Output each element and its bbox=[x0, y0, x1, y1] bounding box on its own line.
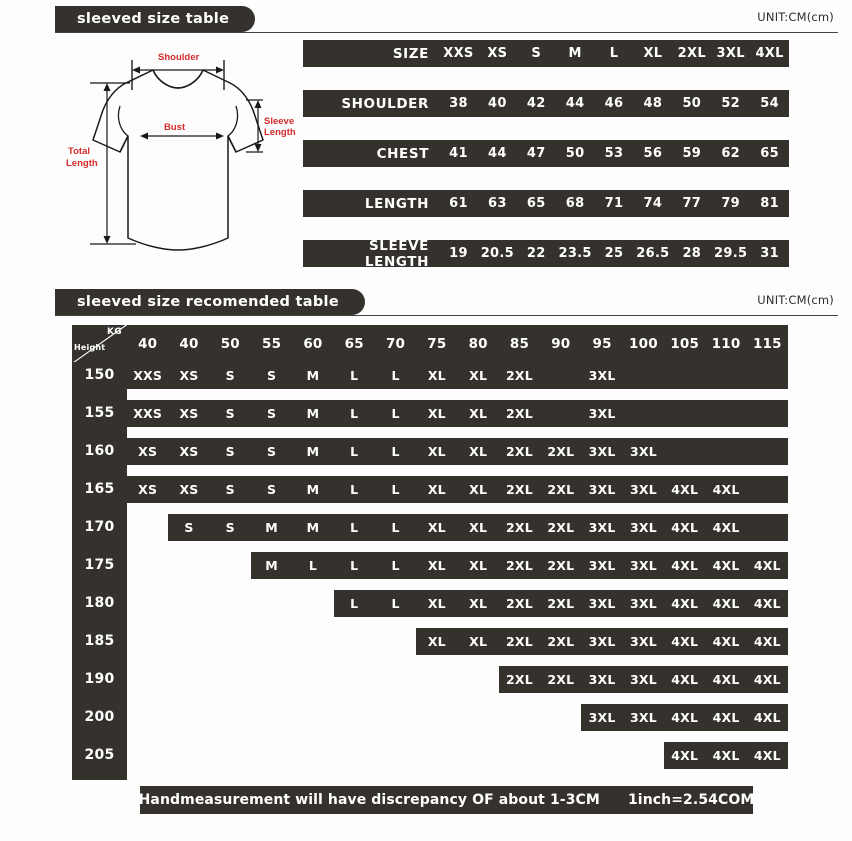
height-label: 205 bbox=[84, 747, 115, 763]
table-row bbox=[303, 90, 789, 117]
weight-col-header: 95 bbox=[592, 335, 612, 352]
table-cell: S bbox=[184, 520, 194, 535]
table-cell: 63 bbox=[487, 196, 507, 211]
table-cell: 3XL bbox=[588, 520, 616, 535]
table-cell: 4XL bbox=[671, 482, 699, 497]
row-bar bbox=[334, 590, 788, 617]
row-bar bbox=[168, 514, 788, 541]
table-cell: 3XL bbox=[629, 596, 657, 611]
size-col-header: XXS bbox=[443, 46, 474, 61]
table-cell: L bbox=[350, 520, 359, 535]
table-cell: S bbox=[266, 406, 277, 421]
table-row bbox=[127, 628, 788, 655]
table-cell: 62 bbox=[721, 146, 741, 161]
table-cell: L bbox=[391, 482, 400, 497]
size-table-header-row bbox=[303, 40, 789, 67]
section1-title: sleeved size table bbox=[77, 11, 230, 27]
table-cell: 40 bbox=[487, 96, 507, 111]
height-label: 170 bbox=[84, 519, 115, 535]
table-cell: 22 bbox=[526, 246, 546, 261]
table-cell: 2XL bbox=[547, 482, 575, 497]
size-col-header: 4XL bbox=[755, 46, 784, 61]
table-row bbox=[127, 400, 788, 427]
section1-unit-label: UNIT:CM(cm) bbox=[757, 10, 834, 24]
table-row bbox=[127, 438, 788, 465]
table-cell: XXS bbox=[133, 406, 163, 421]
table-cell: 28 bbox=[682, 246, 702, 261]
height-label: 180 bbox=[84, 595, 115, 611]
table-cell: 4XL bbox=[671, 672, 699, 687]
size-col-header: XL bbox=[643, 46, 663, 61]
table-cell: XL bbox=[469, 634, 488, 649]
table-cell: L bbox=[308, 558, 317, 573]
row-bar bbox=[499, 666, 788, 693]
table-cell: XL bbox=[427, 444, 446, 459]
table-cell: 4XL bbox=[712, 634, 740, 649]
weight-col-header: 40 bbox=[138, 335, 158, 352]
diagram-label-bust: Bust bbox=[164, 122, 186, 133]
table-cell: 2XL bbox=[547, 558, 575, 573]
weight-col-header: 85 bbox=[509, 335, 530, 352]
table-cell: 74 bbox=[643, 196, 663, 211]
table-cell: 3XL bbox=[629, 672, 657, 687]
table-cell: M bbox=[265, 520, 278, 535]
table-cell: 23.5 bbox=[558, 246, 592, 261]
section1-rule bbox=[55, 32, 838, 33]
table-cell: XS bbox=[179, 406, 199, 421]
table-cell: S bbox=[225, 520, 235, 535]
table-cell: 4XL bbox=[671, 596, 699, 611]
table-cell: 2XL bbox=[506, 634, 533, 649]
table-cell: S bbox=[225, 406, 235, 421]
table-cell: 2XL bbox=[506, 520, 533, 535]
row-bar bbox=[127, 476, 788, 503]
table-cell: 3XL bbox=[588, 368, 616, 383]
height-label: 185 bbox=[84, 633, 115, 649]
diagram-label-sleeve-length-2: Length bbox=[264, 127, 296, 138]
table-cell: XL bbox=[469, 596, 488, 611]
diagram-label-shoulder: Shoulder bbox=[158, 52, 200, 63]
table-cell: 71 bbox=[604, 196, 624, 211]
table-cell: M bbox=[306, 520, 320, 535]
table-cell: 25 bbox=[604, 246, 624, 261]
table-cell: 65 bbox=[526, 196, 546, 211]
table-cell: XS bbox=[179, 368, 199, 383]
table-cell: 20.5 bbox=[480, 246, 514, 261]
table-cell: 53 bbox=[604, 146, 624, 161]
size-col-header: S bbox=[531, 46, 542, 61]
height-label: 175 bbox=[84, 557, 115, 573]
section2-banner bbox=[55, 289, 365, 315]
table-row bbox=[127, 514, 788, 541]
table-cell: L bbox=[391, 406, 400, 421]
table-cell: 3XL bbox=[588, 444, 616, 459]
section1-banner bbox=[55, 6, 255, 32]
table-cell: 2XL bbox=[547, 596, 575, 611]
recommended-size-table bbox=[72, 325, 788, 780]
table-row bbox=[127, 590, 788, 617]
table-cell: XL bbox=[469, 406, 488, 421]
table-corner-cell bbox=[72, 325, 127, 362]
diagram-label-sleeve-length-1: Sleeve bbox=[264, 116, 295, 127]
table-cell: 3XL bbox=[629, 710, 657, 725]
table-cell: XL bbox=[469, 444, 488, 459]
size-table bbox=[303, 40, 789, 270]
table-cell: L bbox=[350, 558, 359, 573]
weight-col-header: 65 bbox=[344, 335, 364, 352]
table-cell: 2XL bbox=[506, 596, 533, 611]
height-label: 165 bbox=[84, 481, 115, 497]
table-cell: L bbox=[391, 558, 400, 573]
table-cell: 4XL bbox=[753, 634, 781, 649]
table-cell: XS bbox=[138, 444, 158, 459]
table-cell: 3XL bbox=[588, 710, 616, 725]
table-cell: L bbox=[391, 596, 400, 611]
table-cell: 38 bbox=[449, 96, 468, 111]
table-cell: S bbox=[225, 482, 235, 497]
table-cell: L bbox=[391, 444, 400, 459]
table-row bbox=[127, 362, 788, 389]
table-cell: XL bbox=[469, 558, 488, 573]
size-col-header: 3XL bbox=[716, 46, 745, 61]
table-cell: M bbox=[306, 482, 320, 497]
table-cell: 4XL bbox=[671, 558, 699, 573]
table-cell: 2XL bbox=[506, 558, 533, 573]
recommended-rows bbox=[127, 362, 788, 780]
height-label: 155 bbox=[84, 405, 115, 421]
table-cell: XL bbox=[427, 596, 446, 611]
weight-col-header: 100 bbox=[629, 335, 658, 352]
footer-conversion-note: 1inch=2.54COM bbox=[627, 792, 755, 808]
weight-col-header: 80 bbox=[468, 335, 488, 352]
table-cell: L bbox=[350, 482, 359, 497]
table-cell: 4XL bbox=[712, 482, 740, 497]
table-cell: L bbox=[391, 520, 400, 535]
table-cell: XS bbox=[138, 482, 158, 497]
table-cell: 4XL bbox=[671, 748, 699, 763]
table-cell: 2XL bbox=[547, 444, 575, 459]
table-cell: 59 bbox=[682, 146, 702, 161]
table-cell: 42 bbox=[526, 96, 546, 111]
table-cell: 4XL bbox=[671, 634, 699, 649]
table-cell: XL bbox=[427, 406, 446, 421]
row-bar bbox=[581, 704, 788, 731]
table-cell: 2XL bbox=[506, 444, 533, 459]
row-bar bbox=[127, 400, 788, 427]
height-column bbox=[72, 325, 127, 780]
table-cell: 4XL bbox=[753, 672, 781, 687]
section2-header bbox=[0, 289, 852, 319]
table-cell: 79 bbox=[721, 196, 741, 211]
table-cell: 4XL bbox=[712, 558, 740, 573]
weight-col-header: 75 bbox=[427, 335, 447, 352]
table-cell: 4XL bbox=[712, 520, 740, 535]
weight-col-header: 70 bbox=[385, 335, 406, 352]
row-bar bbox=[127, 438, 788, 465]
table-row bbox=[127, 742, 788, 769]
table-cell: 48 bbox=[643, 96, 663, 111]
height-label: 200 bbox=[84, 709, 115, 725]
corner-kg-label: KG bbox=[107, 327, 122, 337]
row-bar bbox=[664, 742, 788, 769]
table-cell: 3XL bbox=[629, 520, 657, 535]
section2-rule bbox=[55, 315, 838, 316]
table-cell: L bbox=[350, 368, 359, 383]
corner-height-label: Height bbox=[74, 343, 106, 352]
row-label: CHEST bbox=[376, 145, 429, 162]
row-label: SLEEVE LENGTH bbox=[364, 237, 429, 270]
table-cell: 4XL bbox=[712, 748, 740, 763]
table-cell: 46 bbox=[604, 96, 624, 111]
section1-header bbox=[0, 6, 852, 36]
table-cell: 81 bbox=[760, 196, 779, 211]
section2-unit-label: UNIT:CM(cm) bbox=[757, 293, 834, 307]
tshirt-measurement-diagram bbox=[58, 48, 298, 280]
weight-col-header: 55 bbox=[262, 335, 282, 352]
table-row bbox=[303, 190, 789, 217]
size-col-header: XS bbox=[487, 46, 508, 61]
diagram-label-total-length-1: Total bbox=[68, 146, 90, 157]
table-cell: 2XL bbox=[506, 406, 533, 421]
table-cell: 50 bbox=[565, 146, 585, 161]
table-cell: 3XL bbox=[629, 444, 657, 459]
height-label: 150 bbox=[84, 367, 115, 383]
table-cell: XL bbox=[469, 520, 488, 535]
table-cell: 2XL bbox=[547, 672, 575, 687]
table-cell: 54 bbox=[760, 96, 779, 111]
table-cell: 65 bbox=[760, 146, 779, 161]
table-cell: 3XL bbox=[588, 482, 616, 497]
table-cell: 4XL bbox=[753, 558, 781, 573]
table-cell: 3XL bbox=[629, 634, 657, 649]
row-bar bbox=[416, 628, 788, 655]
table-cell: 2XL bbox=[547, 520, 575, 535]
weight-col-header: 60 bbox=[303, 335, 323, 352]
weight-header-row bbox=[127, 325, 788, 362]
height-label: 160 bbox=[84, 443, 115, 459]
footer-discrepancy-note: Handmeasurement will have discrepancy OF about 1-3CM bbox=[138, 792, 600, 808]
row-label: LENGTH bbox=[364, 195, 429, 212]
table-cell: XL bbox=[427, 368, 446, 383]
table-cell: 41 bbox=[449, 146, 468, 161]
table-cell: XL bbox=[469, 482, 488, 497]
table-cell: L bbox=[391, 368, 400, 383]
table-cell: 3XL bbox=[629, 558, 657, 573]
table-cell: S bbox=[266, 482, 277, 497]
size-col-header: 2XL bbox=[677, 46, 706, 61]
table-cell: 68 bbox=[565, 196, 585, 211]
table-cell: 3XL bbox=[629, 482, 657, 497]
table-cell: 4XL bbox=[753, 748, 781, 763]
table-cell: L bbox=[350, 596, 359, 611]
size-col-header: L bbox=[609, 46, 619, 61]
weight-col-header: 105 bbox=[670, 335, 700, 352]
table-cell: S bbox=[225, 368, 235, 383]
table-cell: 3XL bbox=[588, 558, 616, 573]
weight-col-header: 50 bbox=[220, 335, 240, 352]
table-cell: L bbox=[350, 406, 359, 421]
table-cell: 2XL bbox=[506, 672, 533, 687]
table-cell: 29.5 bbox=[714, 246, 748, 261]
table-cell: 44 bbox=[565, 96, 585, 111]
section2-title: sleeved size recomended table bbox=[77, 294, 339, 310]
table-cell: S bbox=[266, 444, 277, 459]
table-row bbox=[127, 476, 788, 503]
table-cell: 3XL bbox=[588, 634, 616, 649]
table-cell: M bbox=[265, 558, 278, 573]
table-cell: 4XL bbox=[712, 672, 740, 687]
table-cell: 2XL bbox=[506, 368, 533, 383]
table-cell: XS bbox=[179, 482, 199, 497]
table-cell: 50 bbox=[682, 96, 702, 111]
table-cell: XXS bbox=[133, 368, 163, 383]
size-table-corner-label: SIZE bbox=[392, 45, 429, 62]
table-cell: 47 bbox=[526, 146, 546, 161]
table-row bbox=[127, 704, 788, 731]
table-cell: 4XL bbox=[753, 596, 781, 611]
row-bar bbox=[251, 552, 788, 579]
weight-col-header: 40 bbox=[179, 335, 199, 352]
table-cell: 61 bbox=[449, 196, 468, 211]
weight-col-header: 110 bbox=[711, 335, 741, 352]
row-label: SHOULDER bbox=[341, 95, 429, 112]
table-cell: 19 bbox=[449, 246, 468, 261]
table-cell: 77 bbox=[682, 196, 702, 211]
table-cell: S bbox=[225, 444, 235, 459]
table-cell: 44 bbox=[487, 146, 507, 161]
table-cell: XL bbox=[469, 368, 488, 383]
table-cell: 52 bbox=[721, 96, 741, 111]
row-bar bbox=[127, 362, 788, 389]
table-cell: XS bbox=[179, 444, 199, 459]
table-cell: 4XL bbox=[753, 710, 781, 725]
table-cell: 4XL bbox=[671, 710, 699, 725]
table-cell: XL bbox=[427, 482, 446, 497]
table-cell: XL bbox=[427, 634, 446, 649]
table-row bbox=[127, 666, 788, 693]
table-cell: 3XL bbox=[588, 596, 616, 611]
table-row bbox=[127, 552, 788, 579]
table-cell: M bbox=[306, 444, 320, 459]
table-cell: XL bbox=[427, 520, 446, 535]
table-cell: S bbox=[266, 368, 277, 383]
table-cell: 3XL bbox=[588, 672, 616, 687]
height-label: 190 bbox=[84, 671, 115, 687]
table-cell: 4XL bbox=[712, 710, 740, 725]
table-cell: L bbox=[350, 444, 359, 459]
diagram-label-total-length-2: Length bbox=[66, 158, 98, 169]
table-cell: M bbox=[306, 368, 320, 383]
table-row bbox=[303, 140, 789, 167]
size-col-header: M bbox=[568, 46, 582, 61]
table-cell: 26.5 bbox=[636, 246, 670, 261]
weight-col-header: 115 bbox=[752, 335, 782, 352]
table-cell: 56 bbox=[643, 146, 663, 161]
table-cell: 4XL bbox=[671, 520, 699, 535]
footer-note-bar bbox=[140, 786, 753, 814]
table-cell: 3XL bbox=[588, 406, 616, 421]
table-cell: 2XL bbox=[506, 482, 533, 497]
table-cell: 2XL bbox=[547, 634, 575, 649]
weight-col-header: 90 bbox=[551, 335, 571, 352]
table-row bbox=[303, 237, 789, 270]
table-cell: M bbox=[306, 406, 320, 421]
table-cell: XL bbox=[427, 558, 446, 573]
table-cell: 31 bbox=[760, 246, 779, 261]
table-cell: 4XL bbox=[712, 596, 740, 611]
